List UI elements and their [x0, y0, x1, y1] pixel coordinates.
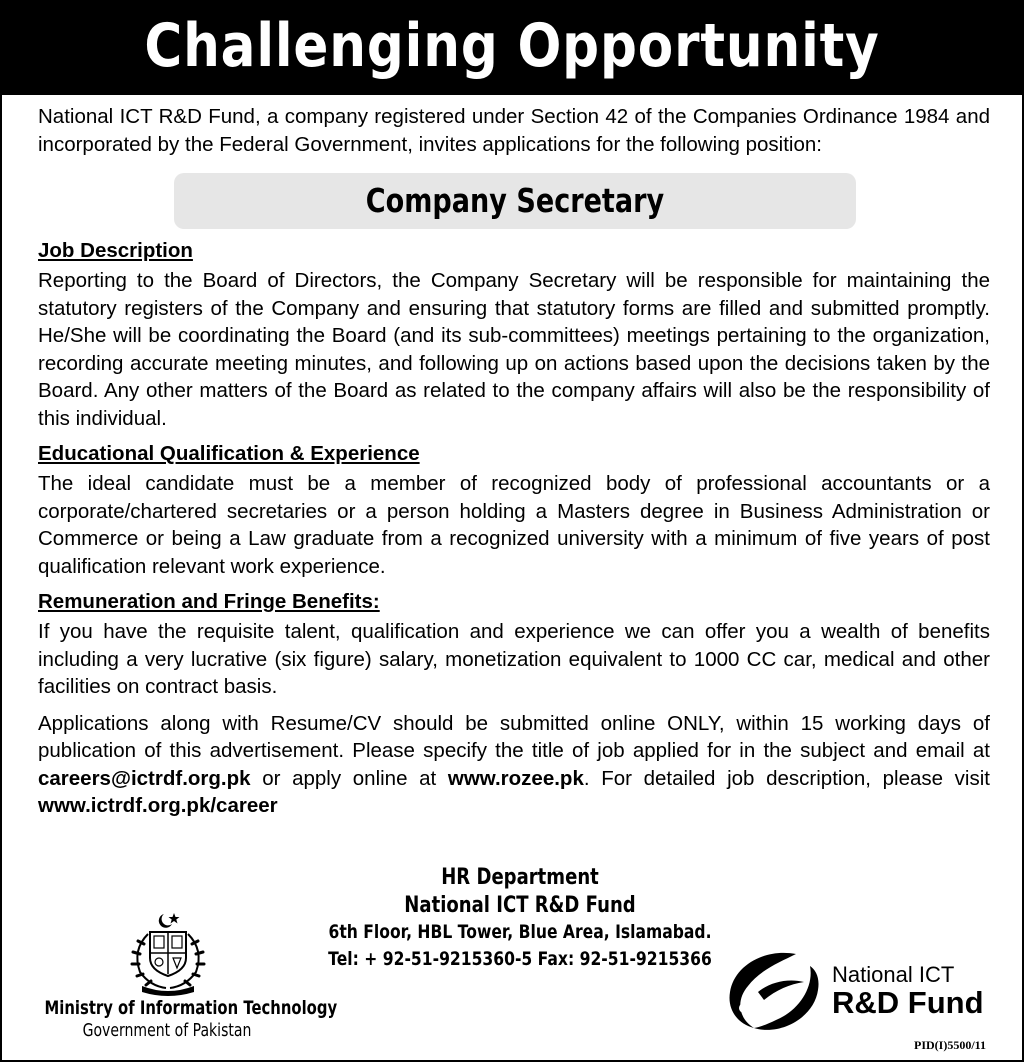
position-banner [174, 173, 856, 229]
remuneration-body: If you have the requisite talent, qualification and experience we can offer you a wealth of benefits including a very lucrative (six figure) salary, monetization equivalent to 1000 CC car, medical and other facilities on contract basis. [38, 620, 990, 698]
ministry-name: Ministry of Information Technology [44, 997, 338, 1019]
careers-email-link[interactable]: careers@ictrdf.org.pk [38, 766, 251, 790]
logo-line-2: R&D Fund [832, 985, 984, 1020]
application-text-3: . For detailed job description, please visit [583, 766, 990, 790]
position-title: Company Secretary [365, 181, 665, 220]
logo-line-1: National ICT [832, 962, 955, 987]
org-address: 6th Floor, HBL Tower, Blue Area, Islamabad. [328, 921, 712, 943]
header-banner [2, 2, 1022, 95]
org-phone-fax: Tel: + 92-51-9215360-5 Fax: 92-51-9215366 [328, 948, 712, 970]
application-paragraph [38, 710, 990, 820]
pid-number: PID(I)5500/11 [914, 1038, 986, 1052]
hr-department: HR Department [441, 865, 599, 890]
ictrdf-logo-icon [724, 948, 824, 1032]
page-title: Challenging Opportunity [144, 11, 880, 81]
application-text-2: or apply online at [250, 766, 448, 790]
footer [2, 860, 1024, 1064]
ministry-block [10, 996, 338, 1042]
qualification-body: The ideal candidate must be a member of recognized body of professional accountants or a corporate/chartered secretaries or a person holding a Masters degree in Business Administration or Commerce or being a Law graduate from a recognized university with a minimum of five years of post qualification relevant work experience. [38, 472, 990, 578]
intro-paragraph: National ICT R&D Fund, a company registered under Section 42 of the Companies Ordinance 1984 and incorporated by the Federal Government, invites applications for the following position: [38, 105, 990, 156]
government-crest-icon [120, 910, 216, 996]
ministry-government: Government of Pakistan [82, 1020, 252, 1041]
remuneration-heading: Remuneration and Fringe Benefits: [38, 590, 380, 613]
ad-content [38, 103, 990, 820]
rozee-link[interactable]: www.rozee.pk [447, 766, 584, 790]
qualification-heading: Educational Qualification & Experience [38, 442, 420, 465]
career-page-link[interactable]: www.ictrdf.org.pk/career [38, 794, 278, 817]
job-description-heading: Job Description [38, 239, 193, 262]
application-text-1: Applications along with Resume/CV should be submitted online ONLY, within 15 working days of publication of this advertisement. Please specify the title of job applied for in the subject and email at [38, 711, 990, 762]
job-description-body: Reporting to the Board of Directors, the Company Secretary will be responsible for maintaining the statutory registers of the Company and ensuring that statutory forms are filled and submitted promptly. He/She will be coordinating the Board (and its sub-committees) meetings pertaining to the organization, recording accurate meeting minutes, and following up on actions based upon the decisions taken by the Board. Any other matters of the Board as related to the company affairs will also be the responsibility of this individual. [38, 269, 990, 430]
org-name: National ICT R&D Fund [404, 893, 636, 918]
